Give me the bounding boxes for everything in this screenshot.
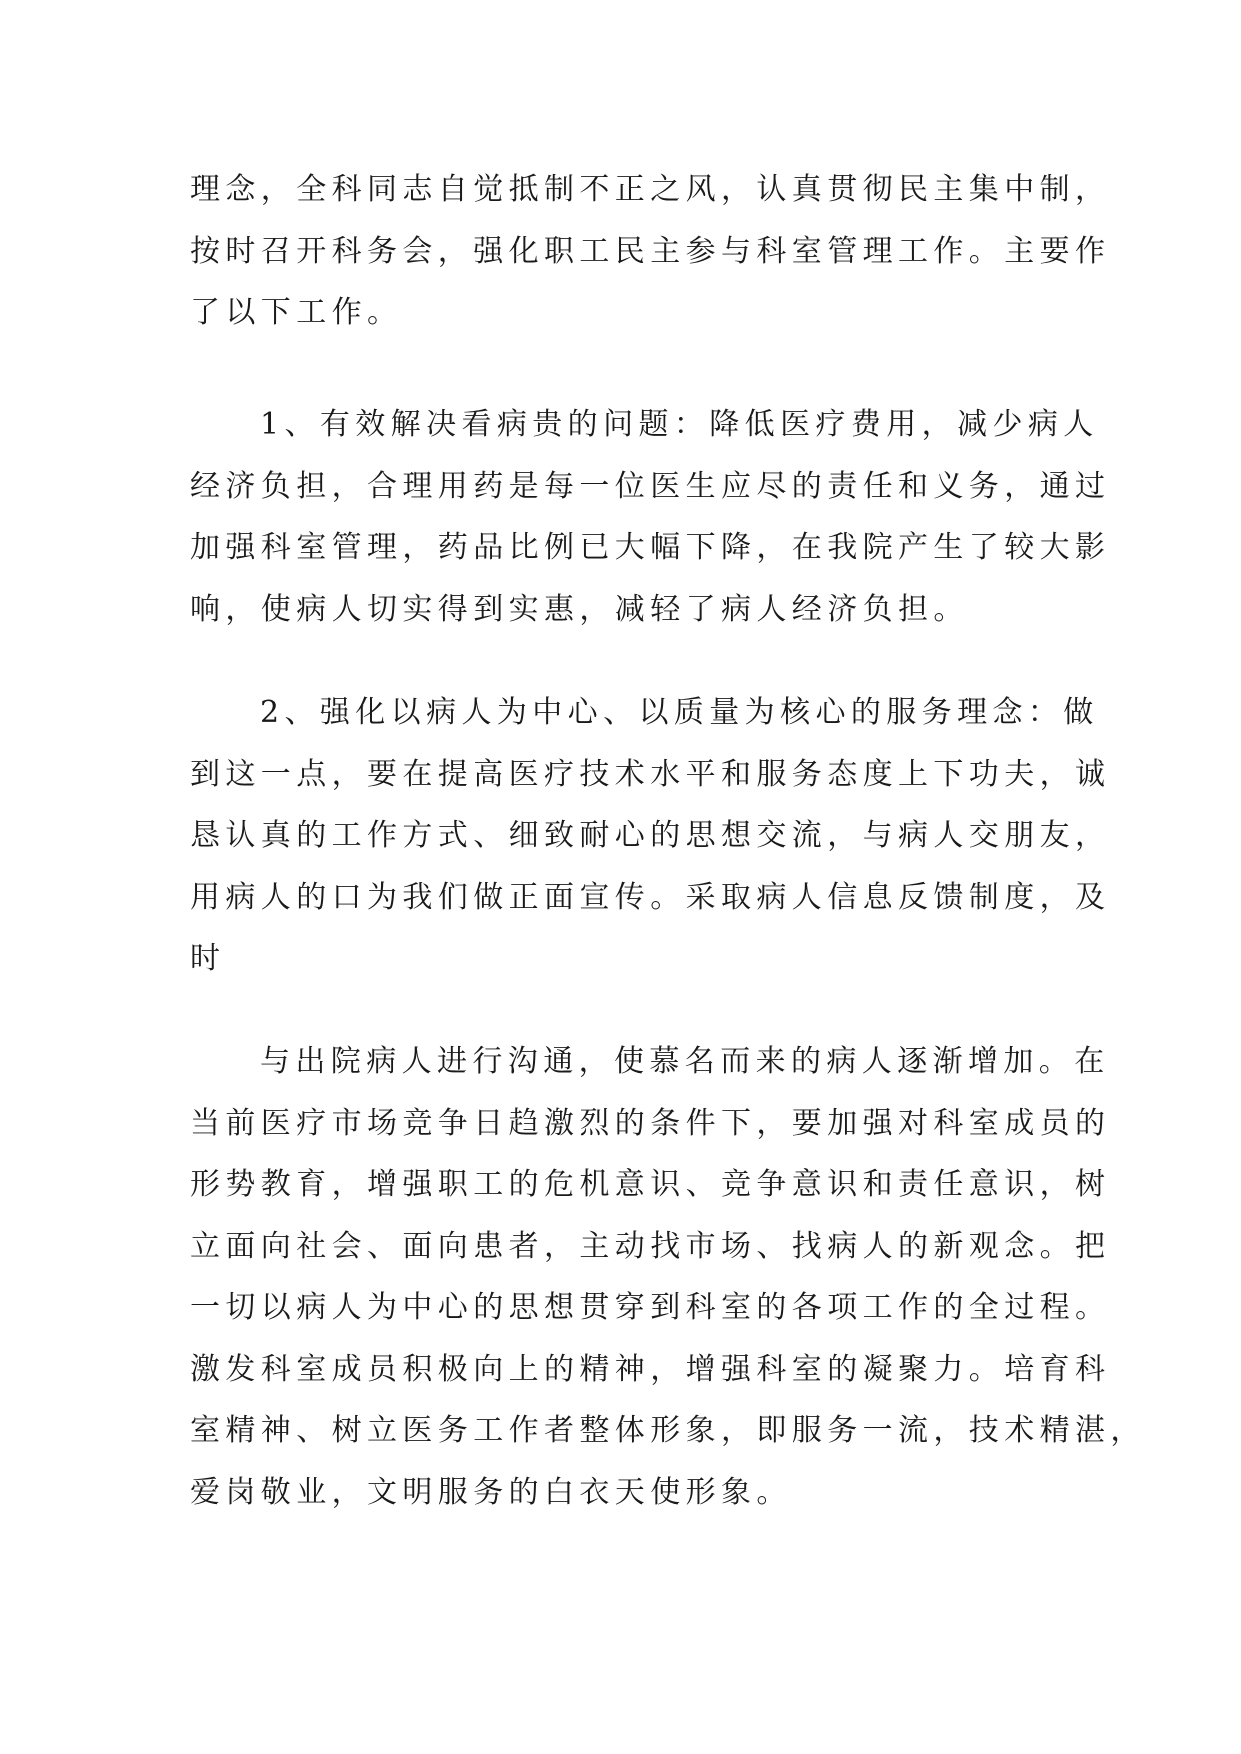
text-line: 激发科室成员积极向上的精神，增强科室的凝聚力。培育科 — [190, 1351, 1111, 1387]
text-line: 2、强化以病人为中心、以质量为核心的服务理念：做 — [260, 695, 1099, 730]
paragraph-item-2 — [190, 682, 1111, 990]
text-line: 恳认真的工作方式、细致耐心的思想交流，与病人交朋友， — [190, 818, 1111, 853]
text-line: 响，使病人切实得到实惠，减轻了病人经济负担。 — [190, 591, 969, 627]
text-line: 时 — [190, 941, 226, 976]
paragraph-item-1 — [190, 394, 1111, 640]
text-line: 按时召开科务会，强化职工民主参与科室管理工作。主要作 — [190, 233, 1111, 269]
paragraph-intro-continuation — [190, 159, 1111, 344]
text-line: 当前医疗市场竞争日趋激烈的条件下，要加强对科室成员的 — [190, 1105, 1111, 1141]
text-line: 加强科室管理，药品比例已大幅下降，在我院产生了较大影 — [190, 530, 1111, 565]
text-line: 经济负担，合理用药是每一位医生应尽的责任和义务，通过 — [190, 468, 1111, 504]
text-line: 到这一点，要在提高医疗技术水平和服务态度上下功夫，诚 — [190, 756, 1111, 792]
text-line: 室精神、树立医务工作者整体形象，即服务一流，技术精湛， — [190, 1413, 1146, 1448]
text-line: 用病人的口为我们做正面宣传。采取病人信息反馈制度，及 — [190, 879, 1111, 915]
text-line: 了以下工作。 — [190, 295, 403, 330]
text-line: 理念，全科同志自觉抵制不正之风，认真贯彻民主集中制， — [190, 172, 1111, 207]
text-line: 爱岗敬业，文明服务的白衣天使形象。 — [190, 1474, 792, 1510]
text-line: 与出院病人进行沟通，使慕名而来的病人逐渐增加。在 — [260, 1044, 1110, 1079]
text-line: 形势教育，增强职工的危机意识、竞争意识和责任意识，树 — [190, 1167, 1111, 1202]
text-line: 一切以病人为中心的思想贯穿到科室的各项工作的全过程。 — [190, 1290, 1111, 1325]
paragraph-item-2-continued — [190, 1031, 1146, 1523]
text-line: 1、有效解决看病贵的问题：降低医疗费用，减少病人 — [260, 407, 1099, 442]
text-line: 立面向社会、面向患者，主动找市场、找病人的新观念。把 — [190, 1228, 1111, 1264]
